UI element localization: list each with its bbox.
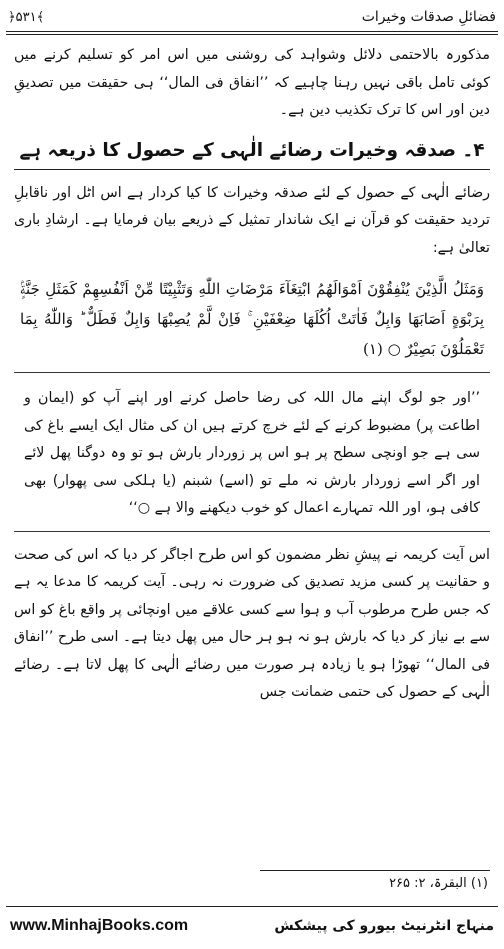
verse-translation: ’’اور جو لوگ اپنے مال اللہ کی رضا حاصل کرنے اور اپنے آپ کو (ایمان و اطاعت پر) مضبوط کرنے کے لئے خرچ کرتے ہیں ان کی مثال ایک ایسے باغ کی سی ہے جو اونچی سطح پر ہو اس پر زوردار بارش ہو تو وہ دوگنا پھل لائے اور اگر اسے زوردار بارش نہ ملے تو (اسے) شبنم (یا ہلکی سی پھوار) بھی کافی ہو، اور اللہ تمہارے اعمال کو خوب دیکھنے والا ہے ○‘‘ bbox=[14, 385, 490, 532]
page-footer bbox=[10, 912, 494, 940]
page-body bbox=[14, 42, 490, 711]
page-header bbox=[8, 6, 496, 28]
footnote: (۱) البقرۃ، ۲: ۲۶۵ bbox=[389, 876, 488, 891]
intro-paragraph: مذکورہ بالاحتمی دلائل وشواہد کی روشنی میں اس امر کو تسلیم کرنے میں کوئی تامل باقی نہیں رہنا چاہیے کہ ’’انفاق فی المال‘‘ ہی حقیقت میں تصدیقِ دین اور اس کا ترک تکذیب دین ہے۔ bbox=[14, 47, 490, 118]
header-rule-thin bbox=[6, 34, 498, 35]
header-rule bbox=[6, 31, 498, 32]
explanation-paragraph: اس آیت کریمہ نے پیشِ نظر مضمون کو اس طرح اجاگر کر دیا کہ اس کی صحت و حقانیت پر کسی مزید تصدیق کی ضرورت نہ رہی۔ آیت کریمہ کا مدعا یہ ہے کہ جس طرح مرطوب آب و ہوا سے کسی علاقے میں اونچائی پر واقع باغ کو اس سے بے نیاز کر دیا کہ بارش ہو نہ ہو ہر حال میں پھل دیتا ہے۔ اسی طرح ’’انفاق فی المال‘‘ تھوڑا ہو یا زیادہ ہر صورت میں رضائے الٰہی کا پھل لاتا ہے۔ رضائے الٰہی کے حصول کی حتمی ضمانت جس bbox=[14, 546, 490, 700]
page-number: ﴿۵۳۱﴾ bbox=[8, 9, 45, 25]
footer-rule bbox=[6, 906, 498, 907]
section-title: ۴۔ صدقہ وخیرات رضائے الٰہی کے حصول کا ذریعہ ہے bbox=[14, 137, 490, 170]
website-link[interactable]: www.MinhajBooks.com bbox=[10, 917, 189, 934]
publisher-credit: منہاج انٹرنیٹ بیورو کی پیشکش bbox=[274, 918, 494, 934]
section-intro: رضائے الٰہی کے حصول کے لئے صدقہ وخیرات کا کیا کردار ہے اس اٹل اور ناقابلِ تردید حقیقت کو قرآن نے ایک شاندار تمثیل کے ذریعے بیان فرمایا ہے۔ ارشادِ باری تعالیٰ ہے: bbox=[14, 184, 490, 256]
quran-verse: وَمَثَلُ الَّذِيْنَ يُنْفِقُوْنَ اَمْوَالَهُمُ ابْتِغَآءَ مَرْضَاتِ اللّٰهِ وَتَثْبِيْتًا مِّنْ اَنْفُسِهِمْ كَمَثَلِ جَنَّةٍۢ بِرَبْوَةٍ اَصَابَهَا وَابِلٌ فَاٰتَتْ اُكُلَهَا ضِعْفَيْنِ ۚ فَاِنْ لَّمْ يُصِبْهَا وَابِلٌ فَطَلٌّ ؕ وَاللّٰهُ بِمَا تَعْمَلُوْنَ بَصِيْرٌ ○ (۱) bbox=[14, 268, 490, 373]
footnote-rule bbox=[260, 870, 490, 871]
book-title: فضائلِ صدقات وخیرات bbox=[361, 9, 496, 25]
